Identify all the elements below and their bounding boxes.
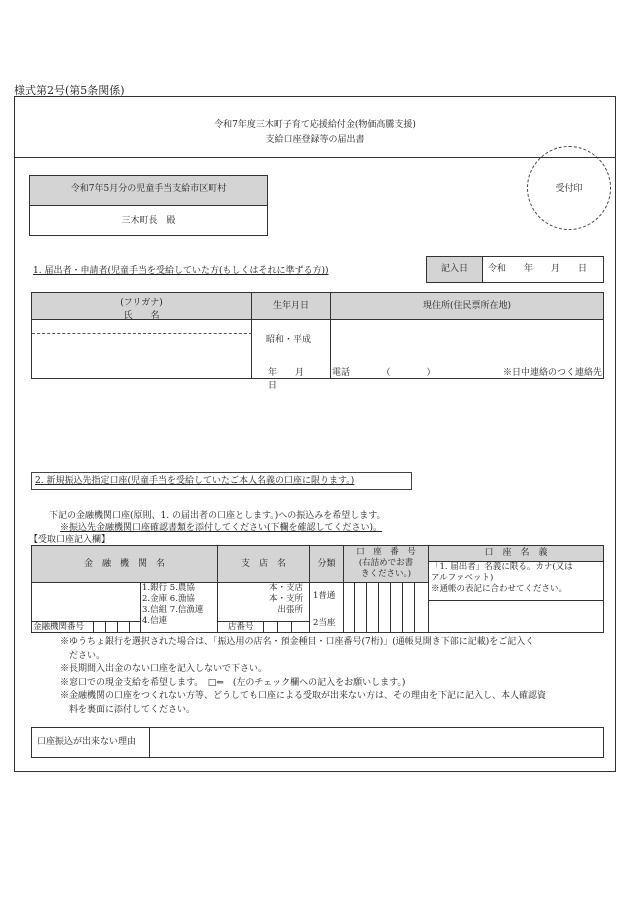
section1-heading: 1. 届出者・申請者(児童手当を受給していた方(もしくはそれに準ずる方)) <box>33 266 329 276</box>
furigana-input[interactable] <box>32 320 252 334</box>
address-box <box>29 175 268 236</box>
birth-era: 昭和・平成 <box>266 335 312 345</box>
branch-code-digit[interactable] <box>277 622 292 632</box>
bank-type-3[interactable]: 3.信組 7.信漁連 <box>142 605 204 615</box>
instruction-1: 下記の金融機関口座(原則、1. の届出者の口座とします。)への振込みを希望します。 <box>49 511 386 521</box>
holder-note-2: アルファベット) <box>431 573 494 583</box>
entry-date-label: 記入日 <box>427 257 483 282</box>
account-number-cells <box>343 582 429 633</box>
branch-code-digit[interactable] <box>263 622 278 632</box>
bank-code-row <box>31 621 141 633</box>
branch-type-1[interactable]: 本・支店 <box>268 583 303 593</box>
type-header: 分類 <box>309 545 344 583</box>
notes <box>60 636 608 718</box>
instruction-2: ※振込先金融機関口座確認書類を添付してください(下欄を確認してください)。 <box>60 523 383 533</box>
branch-input[interactable] <box>217 582 310 622</box>
account-type-1[interactable]: 1普通 <box>313 591 336 601</box>
reception-stamp <box>527 146 611 230</box>
note-no-account: ※金融機関の口座をつくれない方等、どうしても口座による受取が出来ない方は、その理由を下記に記入し、本人確認資 <box>60 691 547 702</box>
bank-name-header: 金 融 機 関 名 <box>31 545 218 583</box>
birth-ymd: 年 月 日 <box>268 368 323 391</box>
reason-row <box>31 727 604 758</box>
account-number-sub1: (右詰めでお書 <box>358 558 414 568</box>
bank-type-options[interactable] <box>140 582 218 633</box>
title-divider <box>14 157 616 158</box>
entry-date-box <box>426 256 604 283</box>
bank-code-digit[interactable] <box>129 622 142 632</box>
reception-stamp-label: 受付印 <box>555 184 583 194</box>
branch-type-3[interactable]: 出張所 <box>277 605 303 615</box>
branch-code-digit[interactable] <box>291 622 306 632</box>
bank-type-1[interactable]: 1.銀行 5.農協 <box>142 583 195 593</box>
holder-note <box>428 561 604 601</box>
title-line-2: 支給口座登録等の届出書 <box>265 135 365 145</box>
account-type-2[interactable]: 2当座 <box>313 618 336 628</box>
name-input[interactable] <box>32 334 252 378</box>
account-table <box>31 545 604 633</box>
reason-label: 口座振込が出来ない理由 <box>32 728 150 757</box>
account-digit[interactable] <box>414 583 429 632</box>
holder-note-3: ※通帳の表記に合わせてください。 <box>431 584 568 594</box>
address-box-mayor: 三木町長 殿 <box>121 216 176 226</box>
applicant-table <box>31 292 604 391</box>
branch-code-label: 店番号 <box>228 622 254 632</box>
birth-cell[interactable] <box>252 320 331 391</box>
title-line-1: 令和7年度三木町子育て応援給付金(物価高騰支援) <box>214 120 416 130</box>
account-number-title: 口 座 番 号 <box>356 547 416 557</box>
entry-date-value[interactable]: 令和 年 月 日 <box>488 264 588 274</box>
branch-header: 支 店 名 <box>217 545 310 583</box>
account-number-header <box>343 545 429 583</box>
note-dormant: ※長期間入出金のない口座を記入しないで下さい。 <box>60 664 268 675</box>
holder-header: 口 座 名 義 <box>428 545 604 562</box>
name-label: 氏 名 <box>123 311 160 321</box>
branch-type-2[interactable]: 本・支所 <box>268 594 303 604</box>
holder-note-1: 「1. 届出者」名義に限る。カナ(又は <box>431 562 573 572</box>
note-no-account-cont: 料を裏面に添付してください。 <box>69 704 196 715</box>
bank-type-4[interactable]: 4.信連 <box>142 616 168 626</box>
note-yucho: ※ゆうちょ銀行を選択された場合は、「振込用の店名・預金種目・口座番号(7桁)」(通帳見開き下部に記載)をご記入く <box>60 637 535 647</box>
bank-type-2[interactable]: 2.金庫 6.漁協 <box>142 594 195 604</box>
address-input[interactable] <box>331 320 603 378</box>
bank-name-input[interactable] <box>31 582 141 622</box>
form-title <box>14 117 616 145</box>
furigana-label: (フリガナ) <box>120 298 163 308</box>
account-number-sub2: きください。) <box>360 569 412 579</box>
phone-note: ※日中連絡のつく連絡先 <box>502 368 602 378</box>
holder-name-input[interactable] <box>428 600 604 633</box>
note-yucho-cont: ださい。 <box>69 650 106 661</box>
reason-input[interactable] <box>150 728 603 757</box>
bank-code-label: 金融機関番号 <box>33 622 85 632</box>
account-type-cell[interactable] <box>309 582 344 633</box>
note-cash: ※窓口での現金支給を希望します。 □⇐ (左のチェック欄への記入をお願いします。) <box>60 677 406 688</box>
name-header <box>32 293 252 320</box>
account-table-title: 【受取口座記入欄】 <box>29 535 111 545</box>
birth-header: 生年月日 <box>252 293 331 320</box>
address-box-municipality: 令和7年5月分の児童手当支給市区町村 <box>30 176 267 206</box>
phone-label: 電話 （ ） <box>332 368 436 378</box>
branch-code-row <box>217 621 310 633</box>
form-number: 様式第2号(第5条関係) <box>14 84 125 97</box>
address-header: 現住所(住民票所在地) <box>331 293 603 320</box>
section2-heading: 2. 新規振込先指定口座(児童手当を受給していたご本人名義の口座に限ります。) <box>31 472 412 490</box>
